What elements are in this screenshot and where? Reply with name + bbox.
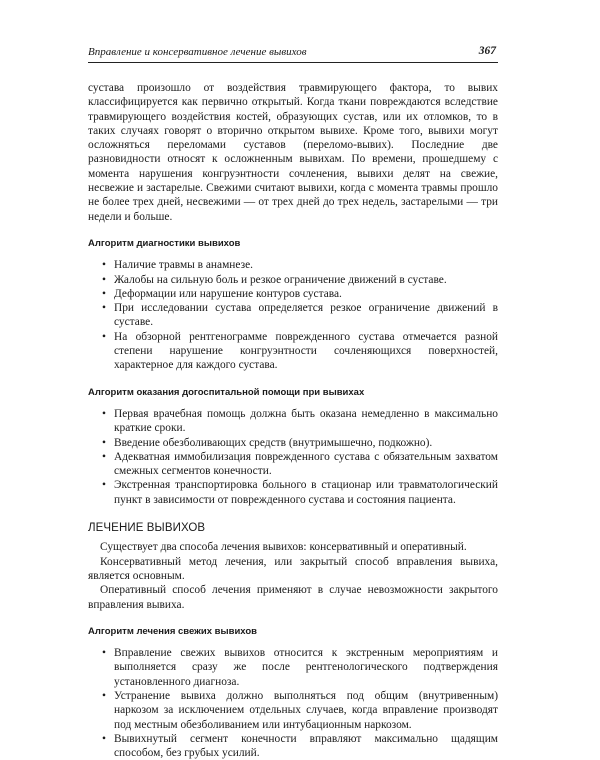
prehospital-heading: Алгоритм оказания догоспитальной помощи при вывихах [88, 386, 365, 398]
bullet-marker: • [102, 436, 106, 449]
list-item-text: Устранение вывиха должно выполняться под общим (внутривенным) наркозом за исключением отдельных случаев, когда вправление производят под местным обезболиванием или интубационным наркозом. [114, 689, 498, 731]
bullet-marker: • [102, 302, 106, 315]
list-item [88, 287, 498, 301]
list-item-text: Наличие травмы в анамнезе. [114, 259, 253, 272]
list-item-text: Экстренная транспортировка больного в стационар или травматологический пункт в зависимости от поврежденного сустава и состояния пациента. [114, 479, 498, 506]
list-item-text: Деформации или нарушение контуров сустава. [114, 287, 342, 300]
diagnostics-list [88, 258, 498, 372]
list-item [88, 301, 498, 330]
fresh-dislocations-heading: Алгоритм лечения свежих вывихов [88, 625, 257, 637]
bullet-marker: • [102, 647, 106, 660]
list-item [88, 646, 498, 689]
bullet-marker: • [102, 732, 106, 745]
list-item-text: Адекватная иммобилизация поврежденного сустава с обязательным захватом смежных сегментов конечности. [114, 450, 498, 478]
bullet-marker: • [102, 287, 106, 300]
list-item-text: Вправление свежих вывихов относится к экстренным мероприятиям и выполняется сразу же после рентгенологического подтверждения установленного диагноза. [114, 647, 498, 688]
running-title: Вправление и консервативное лечение вывихов [88, 46, 307, 58]
treatment-paragraph: Оперативный способ лечения применяют в случае невозможности закрытого вправления вывиха. [88, 584, 498, 611]
list-item [88, 732, 498, 760]
treatment-heading: ЛЕЧЕНИЕ ВЫВИХОВ [88, 522, 206, 535]
list-item [88, 478, 498, 507]
list-item [88, 273, 498, 287]
intro-paragraph: сустава произошло от воздействия травмирующего фактора, то вывих классифицируется как первично открытый. Когда ткани повреждаются вследствие травмирующего воздействия костей, образующих сустав, или их отломков, то в таких случаях говорят о вторично открытом вывихе. Кроме того, вывихи могут осложняться переломами суставов (переломо-вывих). Последние две разновидности относят к осложненным вывихам. По времени, прошедшему с момента нарушения конгруэнтности сочленения, вывихи делят на свежие, несвежие и застарелые. Свежими считают вывихи, когда с момента травмы прошло не более трех дней, несвежими — от трех дней до трех недель, застарелыми — три недели и больше. [88, 82, 498, 223]
bullet-marker: • [102, 450, 106, 463]
diagnostics-heading: Алгоритм диагностики вывихов [88, 237, 241, 249]
bullet-marker: • [102, 273, 106, 286]
fresh-dislocations-list [88, 646, 498, 760]
list-item-text: При исследовании сустава определяется резкое ограничение движений в суставе. [114, 302, 498, 329]
list-item-text: На обзорной рентгенограмме поврежденного сустава отмечается разной степени нарушение конгруэнтности сочленяющихся поверхностей, характерное для каждого сустава. [114, 330, 498, 372]
treatment-paragraph: Консервативный метод лечения, или закрытый способ вправления вывиха, является основным. [88, 555, 498, 582]
list-item [88, 407, 498, 436]
list-item [88, 330, 498, 373]
list-item-text: Первая врачебная помощь должна быть оказана немедленно в максимально краткие сроки. [114, 407, 498, 435]
bullet-marker: • [102, 479, 106, 492]
list-item-text: Жалобы на сильную боль и резкое ограничение движений в суставе. [114, 273, 447, 286]
list-item-text: Введение обезболивающих средств (внутримышечно, подкожно). [114, 436, 433, 449]
list-item [88, 258, 498, 272]
bullet-marker: • [102, 330, 106, 343]
list-item [88, 450, 498, 479]
bullet-marker: • [102, 689, 106, 702]
list-item-text: Вывихнутый сегмент конечности вправляют максимально щадящим способом, без грубых усилий. [114, 732, 498, 760]
running-header [88, 42, 498, 63]
page-number: 367 [478, 45, 496, 57]
page-content [88, 81, 498, 760]
treatment-paragraph: Существует два способа лечения вывихов: консервативный и оперативный. [100, 541, 467, 554]
list-item [88, 689, 498, 732]
prehospital-list [88, 407, 498, 507]
bullet-marker: • [102, 259, 106, 272]
bullet-marker: • [102, 407, 106, 420]
list-item [88, 436, 498, 450]
